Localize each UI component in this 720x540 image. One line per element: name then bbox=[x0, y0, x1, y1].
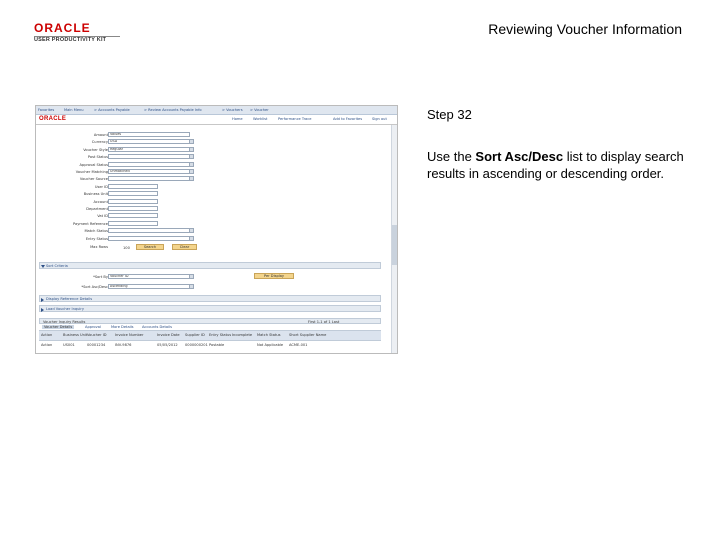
criteria-label: Approval Status bbox=[79, 162, 108, 167]
dropdown-arrow-icon[interactable] bbox=[189, 154, 194, 159]
criteria-label: Vat ID bbox=[97, 214, 108, 219]
criteria-input[interactable] bbox=[108, 162, 190, 167]
criteria-label: Department bbox=[86, 207, 108, 211]
dropdown-arrow-icon[interactable] bbox=[189, 147, 194, 152]
breadcrumb-item[interactable]: Favorites bbox=[38, 108, 55, 112]
table-cell: Not Applicable bbox=[257, 343, 284, 347]
criteria-input[interactable] bbox=[108, 199, 158, 204]
criteria-row bbox=[36, 176, 108, 182]
add-to-favorites-link[interactable]: Add to Favorites bbox=[333, 117, 363, 121]
criteria-row bbox=[36, 169, 108, 175]
criteria-label: Voucher Source bbox=[79, 177, 108, 182]
app-screenshot bbox=[35, 105, 398, 354]
dropdown-arrow-icon[interactable] bbox=[189, 176, 194, 181]
breadcrumb-item[interactable]: > Voucher bbox=[250, 108, 269, 112]
column-header: Action bbox=[41, 333, 53, 337]
column-header: Invoice Number bbox=[115, 333, 144, 337]
breadcrumb-item[interactable]: > Review Accounts Payable Info bbox=[144, 108, 202, 112]
criteria-input[interactable]: Unmatched bbox=[108, 169, 190, 174]
grid-title: Voucher Inquiry Results bbox=[43, 320, 86, 324]
step-instruction bbox=[427, 148, 687, 182]
column-header: Voucher ID bbox=[87, 333, 107, 337]
sign-out-link[interactable]: Sign out bbox=[372, 117, 387, 121]
sort-by-label: *Sort By bbox=[93, 275, 108, 279]
criteria-row bbox=[36, 228, 108, 234]
criteria-label: Voucher Style bbox=[83, 147, 108, 152]
column-header: Supplier ID bbox=[185, 333, 205, 337]
dropdown-arrow-icon[interactable] bbox=[189, 162, 194, 167]
sort-by-select[interactable]: Voucher ID bbox=[108, 274, 190, 279]
max-rows-value[interactable]: 100 bbox=[123, 246, 130, 250]
logo-oracle-text: ORACLE bbox=[34, 21, 91, 35]
sort-by-row bbox=[36, 274, 108, 280]
tab-approval[interactable]: Approval bbox=[85, 325, 101, 329]
criteria-label: Match Status bbox=[84, 229, 108, 234]
criteria-label: Account bbox=[93, 199, 108, 204]
criteria-input[interactable]: USD bbox=[108, 139, 190, 144]
sort-criteria-title: Sort Criteria bbox=[46, 264, 68, 268]
max-rows-row bbox=[36, 244, 108, 250]
load-voucher-section[interactable] bbox=[39, 305, 381, 312]
sort-by-dropdown-icon[interactable] bbox=[189, 274, 194, 279]
criteria-row bbox=[36, 221, 108, 227]
instruction-control-name: Sort Asc/Desc bbox=[475, 149, 564, 164]
breadcrumb-item[interactable]: > Accounts Payable bbox=[94, 108, 130, 112]
criteria-input[interactable] bbox=[108, 191, 158, 196]
criteria-label: Voucher Matching bbox=[75, 170, 108, 174]
expand-triangle-icon bbox=[41, 298, 44, 302]
table-cell: Postable bbox=[209, 343, 225, 347]
table-row[interactable] bbox=[39, 341, 381, 348]
column-header: Match Status bbox=[257, 333, 281, 337]
dropdown-arrow-icon[interactable] bbox=[189, 139, 194, 144]
criteria-row bbox=[36, 213, 108, 219]
collapse-triangle-icon bbox=[41, 265, 45, 268]
table-cell: ACME-001 bbox=[289, 343, 308, 347]
logo-subtitle: USER PRODUCTIVITY KIT bbox=[34, 37, 107, 43]
sort-criteria-section[interactable] bbox=[39, 262, 381, 269]
grid-tabs bbox=[39, 324, 381, 331]
grid-navigation[interactable]: First 1-1 of 1 Last bbox=[308, 320, 340, 324]
column-header: Incomplete bbox=[232, 333, 253, 337]
sort-order-row bbox=[36, 284, 108, 290]
criteria-label: User ID bbox=[94, 184, 108, 189]
criteria-input[interactable] bbox=[108, 213, 158, 218]
criteria-input[interactable] bbox=[108, 221, 158, 226]
logo-divider bbox=[34, 36, 120, 37]
display-options-section[interactable] bbox=[39, 295, 381, 302]
per-display-button[interactable]: Per Display bbox=[254, 273, 294, 279]
criteria-row bbox=[36, 184, 108, 190]
table-cell[interactable]: Action bbox=[41, 343, 53, 347]
clear-button[interactable]: Clear bbox=[172, 244, 197, 250]
criteria-label: Business Unit bbox=[83, 192, 108, 197]
column-header: Short Supplier Name bbox=[289, 333, 327, 337]
criteria-input[interactable] bbox=[108, 176, 190, 181]
table-cell: 05/05/2012 bbox=[157, 343, 178, 347]
criteria-row bbox=[36, 154, 108, 160]
brand-bar bbox=[36, 115, 397, 125]
criteria-input[interactable]: Values bbox=[108, 132, 190, 137]
oracle-upk-logo bbox=[34, 22, 124, 43]
criteria-row bbox=[36, 162, 108, 168]
grid-column-headers bbox=[39, 331, 381, 341]
column-header: Entry Status bbox=[209, 333, 232, 337]
criteria-label: Currency bbox=[91, 140, 108, 145]
table-cell: 0000000201 bbox=[185, 343, 208, 347]
scrollbar-thumb[interactable] bbox=[392, 225, 397, 265]
criteria-input[interactable]: Regular bbox=[108, 147, 190, 152]
criteria-label: Payment Reference bbox=[73, 221, 108, 226]
criteria-row bbox=[36, 199, 108, 205]
criteria-input[interactable] bbox=[108, 154, 190, 159]
step-number: Step 32 bbox=[427, 107, 472, 122]
performance-trace-link[interactable]: Performance Trace bbox=[278, 117, 312, 121]
dropdown-arrow-icon[interactable] bbox=[189, 236, 194, 241]
criteria-label: Amount bbox=[93, 133, 108, 137]
table-cell[interactable]: 00001234 bbox=[87, 343, 106, 347]
criteria-input[interactable] bbox=[108, 184, 158, 189]
column-header: Business Unit bbox=[63, 333, 88, 337]
criteria-label: Entry Status bbox=[85, 236, 108, 241]
search-button[interactable]: Search bbox=[136, 244, 164, 250]
tab-voucher-details[interactable]: Voucher Details bbox=[44, 325, 73, 329]
criteria-row bbox=[36, 147, 108, 153]
criteria-input[interactable] bbox=[108, 236, 190, 241]
column-header: Invoice Date bbox=[157, 333, 180, 337]
load-voucher-title: Load Voucher Inquiry bbox=[46, 307, 85, 311]
breadcrumb-bar bbox=[36, 106, 397, 115]
tab-more-details[interactable]: More Details bbox=[111, 325, 134, 329]
criteria-row bbox=[36, 206, 108, 212]
criteria-row bbox=[36, 236, 108, 242]
sort-asc-desc-select[interactable]: Ascending bbox=[108, 284, 190, 289]
page-title: Reviewing Voucher Information bbox=[488, 21, 682, 37]
criteria-input[interactable] bbox=[108, 206, 158, 211]
table-cell: US001 bbox=[63, 343, 75, 347]
criteria-row bbox=[36, 132, 108, 138]
tab-accounts-details[interactable]: Accounts Details bbox=[142, 325, 172, 329]
home-link[interactable]: Home bbox=[232, 117, 243, 121]
breadcrumb-item[interactable]: Main Menu bbox=[64, 108, 84, 112]
vertical-scrollbar[interactable] bbox=[391, 125, 397, 353]
sort-asc-desc-dropdown-icon[interactable] bbox=[189, 284, 194, 289]
dropdown-arrow-icon[interactable] bbox=[189, 228, 194, 233]
brand-logo: ORACLE bbox=[39, 116, 67, 122]
criteria-row bbox=[36, 191, 108, 197]
worklist-link[interactable]: Worklist bbox=[253, 117, 268, 121]
sort-order-label: *Sort Asc/Desc bbox=[81, 285, 108, 289]
dropdown-arrow-icon[interactable] bbox=[189, 169, 194, 174]
criteria-row bbox=[36, 139, 108, 145]
display-options-title: Display Reference Details bbox=[46, 297, 93, 301]
breadcrumb-item[interactable]: > Vouchers bbox=[222, 108, 243, 112]
max-rows-label: Max Rows bbox=[90, 245, 108, 249]
expand-triangle-icon bbox=[41, 308, 44, 312]
table-cell: INV-9876 bbox=[115, 343, 132, 347]
instruction-suffix: list to display search results in ascending or descending order. bbox=[427, 149, 684, 181]
results-grid bbox=[39, 318, 381, 348]
criteria-label: Post Status bbox=[87, 155, 108, 160]
criteria-input[interactable] bbox=[108, 228, 190, 233]
instruction-prefix: Use the bbox=[427, 149, 476, 164]
